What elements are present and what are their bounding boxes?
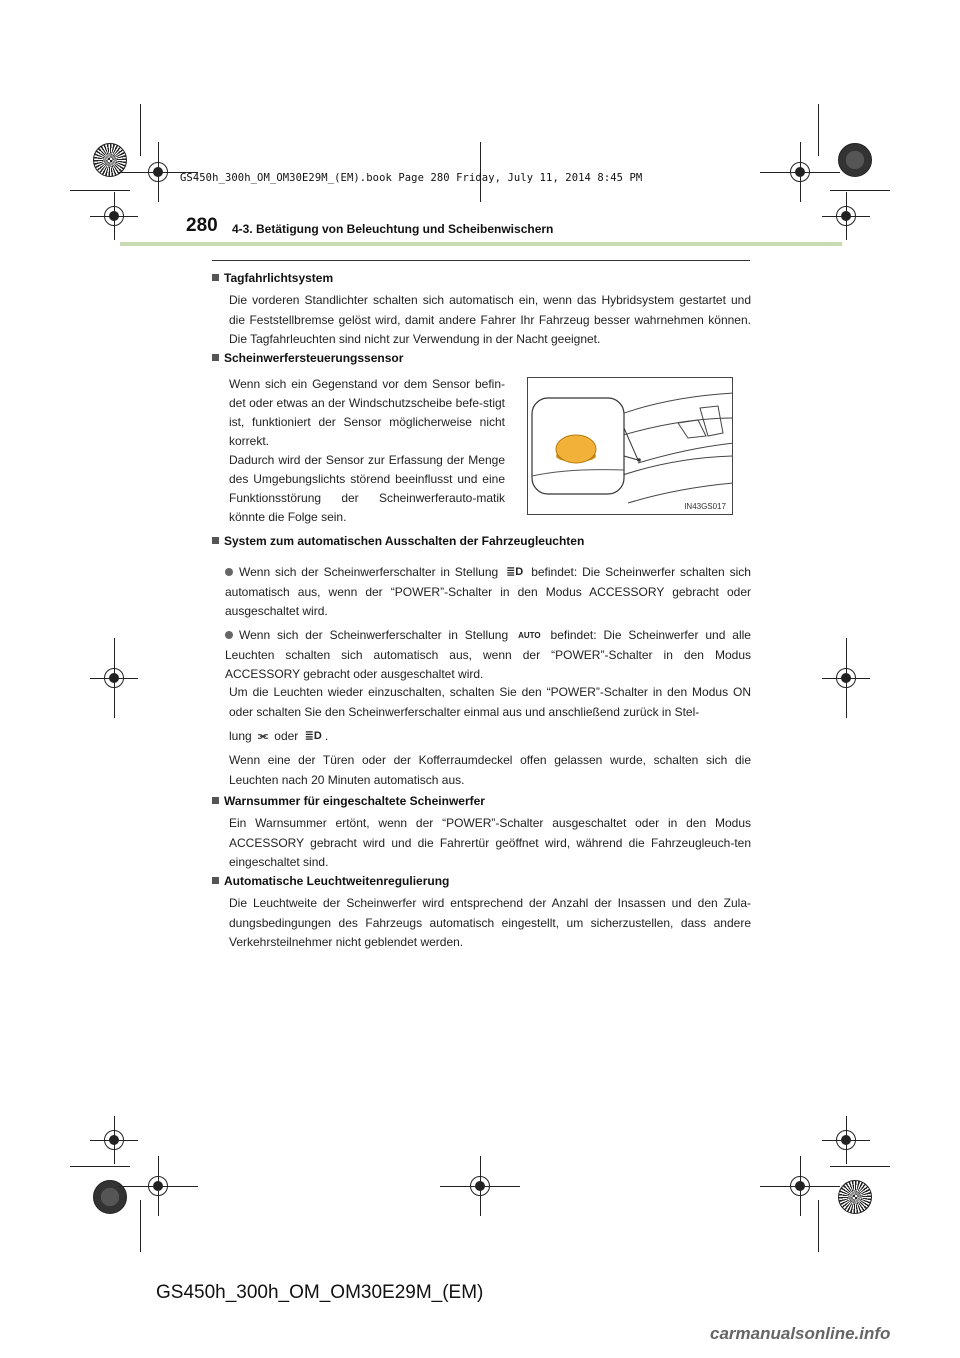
- trim-mark: [140, 104, 141, 156]
- round-bullet-icon: [225, 631, 233, 639]
- auto-icon: AUTO: [518, 631, 541, 640]
- round-bullet-icon: [225, 568, 233, 576]
- square-bullet-icon: [212, 354, 219, 361]
- trim-mark: [830, 1166, 890, 1167]
- para-leuchtweite: Die Leuchtweite der Scheinwerfer wird entsprechend der Anzahl der Insassen und den Zula-dungsbedingungen des Fahrzeugs automatisch eingestellt, um sicherzustellen, dass andere Verkehrsteilnehmer nicht geblendet werden.: [229, 896, 751, 949]
- trim-mark: [830, 190, 890, 191]
- heading-warnsummer: Warnsummer für eingeschaltete Scheinwerfer: [212, 794, 485, 808]
- figure-code: IN43GS017: [684, 502, 726, 511]
- header-rule: [120, 242, 842, 246]
- page-number: 280: [186, 215, 218, 236]
- trim-mark: [140, 1200, 141, 1252]
- registration-star-mark: [838, 1180, 872, 1214]
- para-sensor: Wenn sich ein Gegenstand vor dem Sensor befin-det oder etwas an der Windschutzscheibe befe-stigt ist, funktioniert der Sensor möglicherweise nicht korrekt.: [229, 377, 505, 448]
- sensor-figure: [527, 377, 733, 515]
- sensor-illustration: [528, 378, 733, 515]
- trim-mark: [70, 190, 130, 191]
- para-reactivate-line3: lung ⫘ oder ≣D .: [229, 727, 751, 747]
- headlight-icon: ≣D: [506, 566, 524, 578]
- trim-mark: [70, 1166, 130, 1167]
- para-warnsummer: Ein Warnsummer ertönt, wenn der “POWER”-Schalter ausgeschaltet oder in den Modus ACCESSORY gebracht wird und die Fahrertür geöffnet wird, während die Fahrzeugleuch-ten eingeschaltet sind.: [229, 816, 751, 869]
- section-title: 4-3. Betätigung von Beleuchtung und Scheibenwischern: [232, 222, 554, 236]
- para-tagfahrlicht: Die vorderen Standlichter schalten sich automatisch ein, wenn das Hybridsystem gestartet und die Feststellbremse gelöst wird, damit andere Fahrer Ihr Fahrzeug besser wahrnehmen können. Die Tagfahrleuchten sind nicht zur Verwendung in der Nacht geeignet.: [229, 293, 751, 346]
- bullet-headlight: Wenn sich der Scheinwerferschalter in Stellung ≣D befindet: Die Scheinwerfer schalten sich automatisch aus, wenn der “POWER”-Schalter in den Modus ACCESSORY gebracht oder ausgeschaltet wird.: [225, 565, 751, 618]
- heading-tagfahrlicht: Tagfahrlichtsystem: [212, 271, 333, 285]
- registration-star-mark: [838, 143, 872, 177]
- headlight-icon: ≣D: [304, 730, 322, 742]
- heading-autooff: System zum automatischen Ausschalten der Fahrzeugleuchten: [212, 534, 584, 548]
- watermark: carmanualsonline.info: [710, 1324, 891, 1343]
- book-info-line: GS450h_300h_OM_OM30E29M_(EM).book Page 280 Friday, July 11, 2014 8:45 PM: [180, 172, 643, 184]
- heading-leuchtweite: Automatische Leuchtweitenregulierung: [212, 874, 449, 888]
- square-bullet-icon: [212, 877, 219, 884]
- bullet-auto: Wenn sich der Scheinwerferschalter in Stellung AUTO befindet: Die Scheinwerfer und alle Leuchten schalten sich automatisch aus, wenn der “POWER”-Schalter in den Modus ACCESSORY gebracht oder ausgeschaltet wird.: [225, 628, 751, 681]
- heading-sensor: Scheinwerfersteuerungssensor: [212, 351, 403, 365]
- content-rule: [212, 260, 750, 261]
- square-bullet-icon: [212, 274, 219, 281]
- trim-mark: [818, 1200, 819, 1252]
- document-id: GS450h_300h_OM_OM30E29M_(EM): [156, 1282, 484, 1303]
- para-doors: Wenn eine der Türen oder der Kofferraumdeckel offen gelassen wurde, schalten sich die Leuchten nach 20 Minuten automatisch aus.: [229, 753, 751, 787]
- para-sensor-2: Dadurch wird der Sensor zur Erfassung der Menge des Umgebungslichts störend beeinflusst und eine Funktionsstörung der Scheinwerferauto-matik könnte die Folge sein.: [229, 453, 505, 524]
- trim-mark: [818, 104, 819, 156]
- para-reactivate: Um die Leuchten wieder einzuschalten, schalten Sie den “POWER”-Schalter in den Modus ON oder schalten Sie den Scheinwerferschalter einmal aus und anschließend zurück in Stel-: [229, 685, 751, 719]
- square-bullet-icon: [212, 537, 219, 544]
- parking-light-icon: ⫘: [258, 730, 268, 742]
- square-bullet-icon: [212, 797, 219, 804]
